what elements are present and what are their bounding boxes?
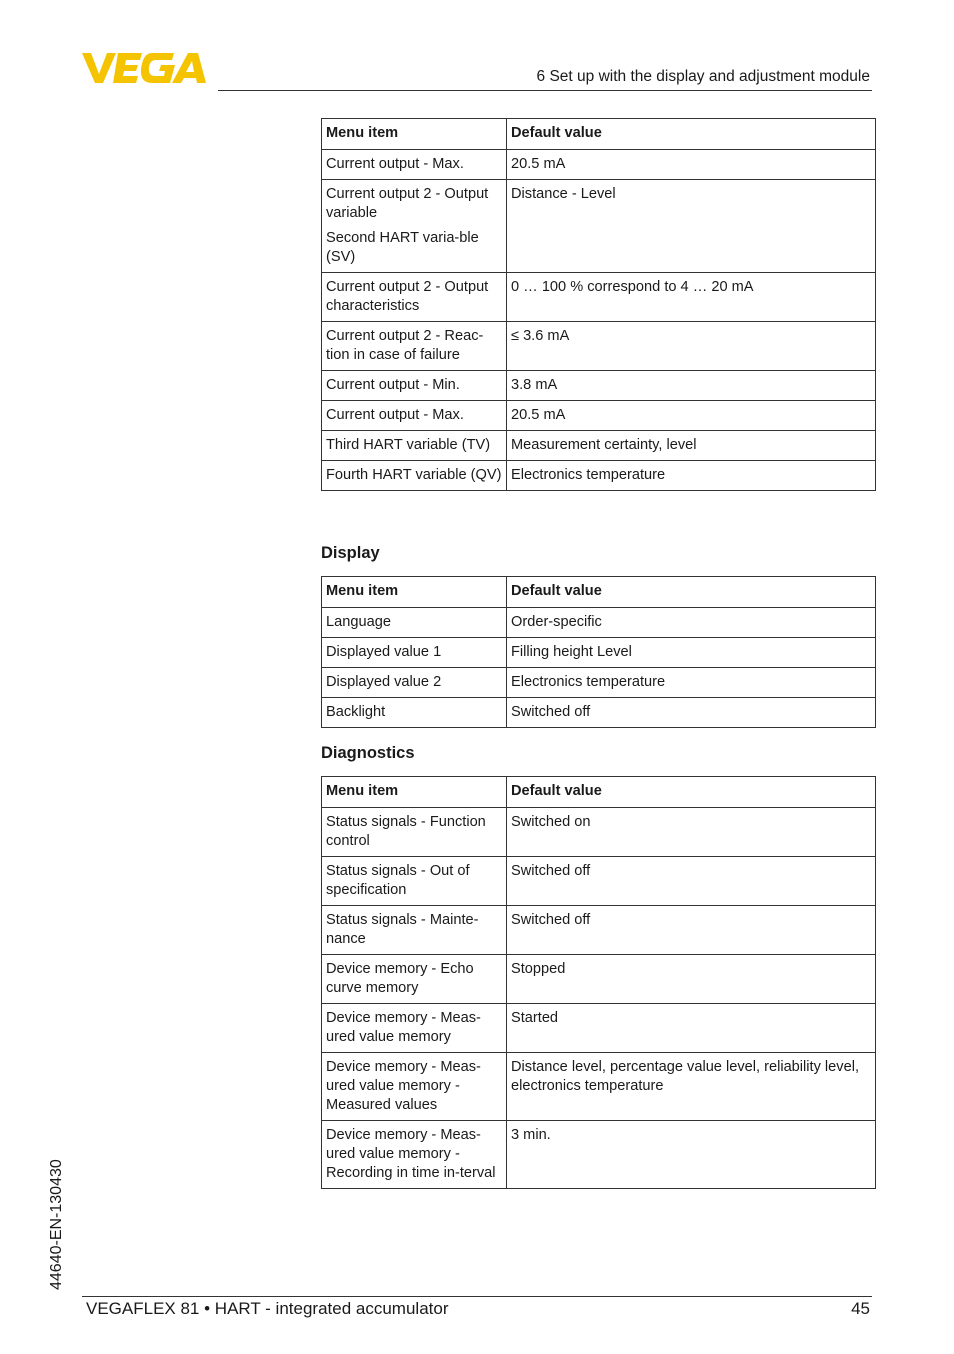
table-cell: Electronics temperature: [507, 461, 876, 491]
column-header: Menu item: [322, 777, 507, 808]
output-settings-table-block: [321, 118, 876, 491]
table-header-row: [322, 577, 876, 608]
table-cell: Filling height Level: [507, 638, 876, 668]
table-row: [322, 608, 876, 638]
footer-divider: [82, 1296, 872, 1297]
page-number: 45: [851, 1299, 870, 1318]
table-cell: Language: [322, 608, 507, 638]
table-cell: Current output - Max.: [322, 150, 507, 180]
document-number: 44640-EN-130430: [48, 1159, 65, 1290]
table-cell: Electronics temperature: [507, 668, 876, 698]
table-cell: ≤ 3.6 mA: [507, 322, 876, 371]
table-row: [322, 371, 876, 401]
header-section-title: 6 Set up with the display and adjustment module: [536, 68, 870, 85]
table-row: [322, 955, 876, 1004]
table-cell: Status signals - Out of specification: [322, 857, 507, 906]
table-row: [322, 1053, 876, 1121]
table-cell: Measurement certainty, level: [507, 431, 876, 461]
table-cell: Displayed value 1: [322, 638, 507, 668]
display-table: [321, 576, 876, 728]
table-cell: Device memory - Meas-ured value memory - Recording in time in-terval: [322, 1121, 507, 1189]
table-cell: 3.8 mA: [507, 371, 876, 401]
footer-product-name: VEGAFLEX 81 • HART - integrated accumulator: [86, 1299, 449, 1318]
cell-text-secondary: Second HART varia-ble (SV): [326, 230, 479, 265]
table-cell: 20.5 mA: [507, 150, 876, 180]
diagnostics-table: [321, 776, 876, 1189]
table-row: [322, 1121, 876, 1189]
table-row: [322, 906, 876, 955]
cell-text: Current output 2 - Output variable: [326, 186, 489, 221]
table-cell: Displayed value 2: [322, 668, 507, 698]
column-header: Menu item: [322, 577, 507, 608]
table-cell: Status signals - Mainte-nance: [322, 906, 507, 955]
table-row: [322, 322, 876, 371]
table-row: [322, 401, 876, 431]
table-cell: 3 min.: [507, 1121, 876, 1189]
column-header: Default value: [507, 119, 876, 150]
table-row: [322, 857, 876, 906]
table-cell: Current output - Min.: [322, 371, 507, 401]
table-cell: Current output - Max.: [322, 401, 507, 431]
table-row: [322, 808, 876, 857]
table-cell: Device memory - Meas-ured value memory: [322, 1004, 507, 1053]
table-cell: Switched off: [507, 857, 876, 906]
table-cell: Third HART variable (TV): [322, 431, 507, 461]
table-cell: Status signals - Function control: [322, 808, 507, 857]
table-cell: 20.5 mA: [507, 401, 876, 431]
table-cell: Started: [507, 1004, 876, 1053]
table-cell: [322, 180, 507, 273]
table-row: [322, 638, 876, 668]
table-row: [322, 180, 876, 273]
vega-logo: [82, 52, 212, 84]
table-cell: Device memory - Echo curve memory: [322, 955, 507, 1004]
table-cell: Stopped: [507, 955, 876, 1004]
table-cell: Distance - Level: [507, 180, 876, 273]
column-header: Default value: [507, 577, 876, 608]
table-row: [322, 1004, 876, 1053]
table-row: [322, 150, 876, 180]
table-cell: Backlight: [322, 698, 507, 728]
table-cell: Device memory - Meas-ured value memory - Measured values: [322, 1053, 507, 1121]
table-row: [322, 698, 876, 728]
header-divider: [218, 90, 872, 91]
table-cell: Switched on: [507, 808, 876, 857]
diagnostics-section-title: Diagnostics: [321, 744, 415, 762]
diagnostics-table-block: [321, 776, 876, 1189]
display-section-title: Display: [321, 544, 380, 562]
table-cell: Distance level, percentage value level, reliability level, electronics temperature: [507, 1053, 876, 1121]
table-cell: Switched off: [507, 906, 876, 955]
table-header-row: [322, 119, 876, 150]
table-cell: Current output 2 - Output characteristics: [322, 273, 507, 322]
table-row: [322, 273, 876, 322]
table-row: [322, 461, 876, 491]
table-cell: Switched off: [507, 698, 876, 728]
table-header-row: [322, 777, 876, 808]
column-header: Menu item: [322, 119, 507, 150]
table-cell: Order-specific: [507, 608, 876, 638]
table-cell: 0 … 100 % correspond to 4 … 20 mA: [507, 273, 876, 322]
display-table-block: [321, 576, 876, 728]
table-cell: Current output 2 - Reac-tion in case of failure: [322, 322, 507, 371]
table-row: [322, 668, 876, 698]
table-cell: Fourth HART variable (QV): [322, 461, 507, 491]
table-row: [322, 431, 876, 461]
output-settings-table: [321, 118, 876, 491]
column-header: Default value: [507, 777, 876, 808]
